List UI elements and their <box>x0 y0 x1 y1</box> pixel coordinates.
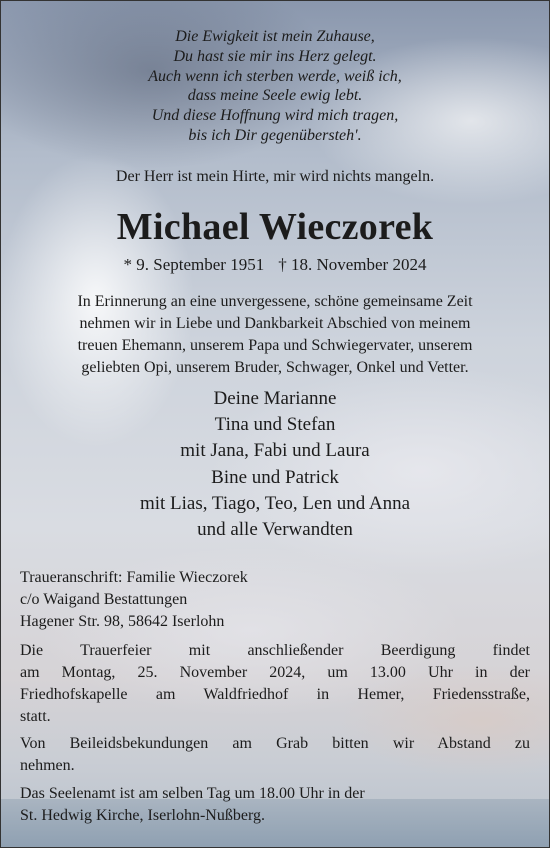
mourner-line: mit Lias, Tiago, Teo, Len und Anna <box>139 492 411 514</box>
address-line: c/o Waigand Bestattungen <box>20 591 188 608</box>
funeral-line: am Montag, 25. November 2024, um 13.00 Uhr in der <box>20 664 530 681</box>
requiem-mass-info <box>20 783 530 827</box>
condolence-note <box>20 733 530 777</box>
poem-line: dass meine Seele ewig lebt. <box>187 87 363 105</box>
bible-verse: Der Herr ist mein Hirte, mir wird nichts mangeln. <box>115 168 435 185</box>
poem-line: Du hast sie mir ins Herz gelegt. <box>173 47 377 65</box>
condolence-line: nehmen. <box>20 757 75 774</box>
life-dates <box>1 255 549 275</box>
farewell-text <box>1 291 549 379</box>
mourner-line: Deine Marianne <box>213 388 337 409</box>
poem-line: Und diese Hoffnung wird mich tragen, <box>151 107 399 125</box>
farewell-line: In Erinnerung an eine unvergessene, schöne gemeinsame Zeit <box>77 293 473 310</box>
mass-line: Das Seelenamt ist am selben Tag um 18.00 Uhr in der <box>20 785 365 802</box>
birth-date: * 9. September 1951 <box>123 255 265 274</box>
poem <box>1 27 549 146</box>
mourner-line: Tina und Stefan <box>214 414 336 436</box>
poem-line: bis ich Dir gegenübersteh'. <box>188 126 362 144</box>
farewell-line: nehmen wir in Liebe und Dankbarkeit Abschied von meinem <box>79 315 471 332</box>
funeral-line: Friedhofskapelle am Waldfriedhof in Hemer, Friedensstraße, <box>20 686 530 703</box>
farewell-line: treuen Ehemann, unserem Papa und Schwiegervater, unserem <box>77 337 473 354</box>
mourner-line: mit Jana, Fabi und Laura <box>180 440 370 462</box>
farewell-line: geliebten Opi, unserem Bruder, Schwager, Onkel und Vetter. <box>81 359 469 376</box>
death-date: † 18. November 2024 <box>278 255 427 274</box>
funeral-line: Die Trauerfeier mit anschließender Beerdigung findet <box>20 642 530 659</box>
mass-line: St. Hedwig Kirche, Iserlohn-Nußberg. <box>20 807 265 824</box>
mourners-list <box>1 386 549 543</box>
poem-line: Auch wenn ich sterben werde, weiß ich, <box>148 67 402 85</box>
address-line: Traueranschrift: Familie Wieczorek <box>20 569 248 586</box>
mourner-line: Bine und Patrick <box>211 466 339 488</box>
address-line: Hagener Str. 98, 58642 Iserlohn <box>20 613 225 630</box>
condolence-line: Von Beileidsbekundungen am Grab bitten wir Abstand zu <box>20 735 530 752</box>
mourner-line: und alle Verwandten <box>197 519 353 541</box>
funeral-info <box>20 640 530 728</box>
funeral-line: statt. <box>20 708 51 725</box>
mourning-address <box>20 567 530 633</box>
poem-line: Die Ewigkeit ist mein Zuhause, <box>175 28 375 45</box>
deceased-name: Michael Wieczorek <box>116 206 434 248</box>
